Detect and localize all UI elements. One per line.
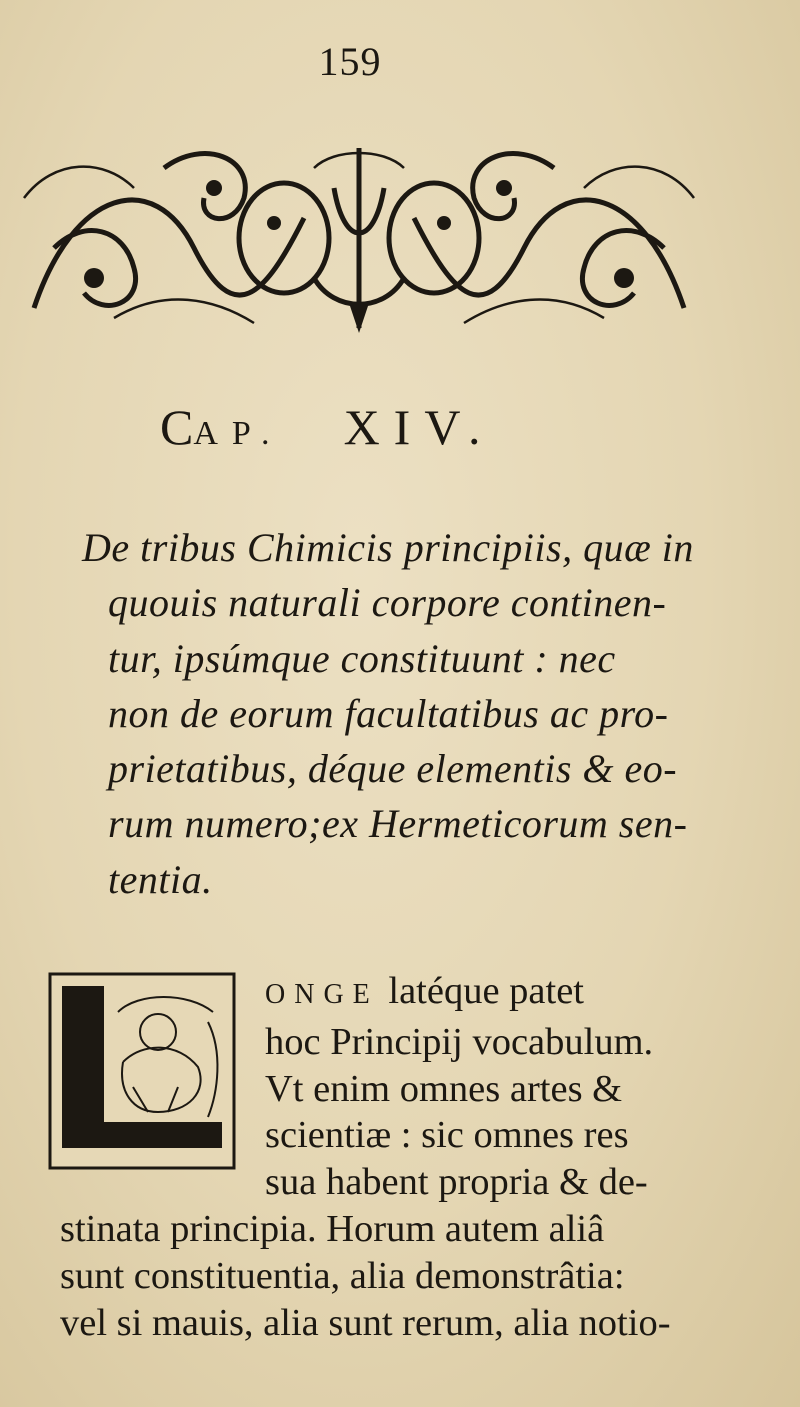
summary-line: tur, ipsúmque constituunt : nec (108, 635, 616, 681)
body-text (60, 968, 720, 1346)
summary-line: prietatibus, déque elementis & eo- (108, 746, 678, 792)
body-line: vel si mauis, alia sunt rerum, alia notio- (60, 1301, 671, 1344)
first-line-rest: latéque patet (378, 970, 584, 1012)
summary-line: De tribus Chimicis principiis, quæ in (82, 525, 694, 570)
initial-word-rest: ONGE (265, 979, 379, 1010)
body-line: sua habent propria & de- (265, 1161, 648, 1204)
chapter-summary (82, 520, 722, 907)
page-number: 159 (318, 39, 382, 84)
summary-line: tentia. (108, 856, 213, 902)
body-line: hoc Principij vocabulum. (265, 1020, 654, 1063)
summary-line: rum numero;ex Hermeticorum sen- (108, 801, 688, 847)
chapter-heading (160, 398, 640, 456)
body-line: scientiæ : sic omnes res (265, 1114, 629, 1157)
body-line: stinata principia. Horum autem aliâ (60, 1207, 605, 1250)
summary-line: non de eorum facultatibus ac pro- (108, 690, 669, 736)
body-line: Vt enim omnes artes & (265, 1067, 623, 1110)
woodcut-headpiece-icon (14, 128, 704, 333)
summary-line: quouis naturali corpore continen- (108, 580, 667, 626)
chapter-cap-first: C (160, 399, 194, 455)
body-line: sunt constituentia, alia demonstrâtia: (60, 1254, 625, 1297)
chapter-numeral: XIV. (343, 399, 495, 455)
body-line-first (60, 968, 720, 1019)
chapter-cap-rest: AP. (193, 415, 284, 452)
